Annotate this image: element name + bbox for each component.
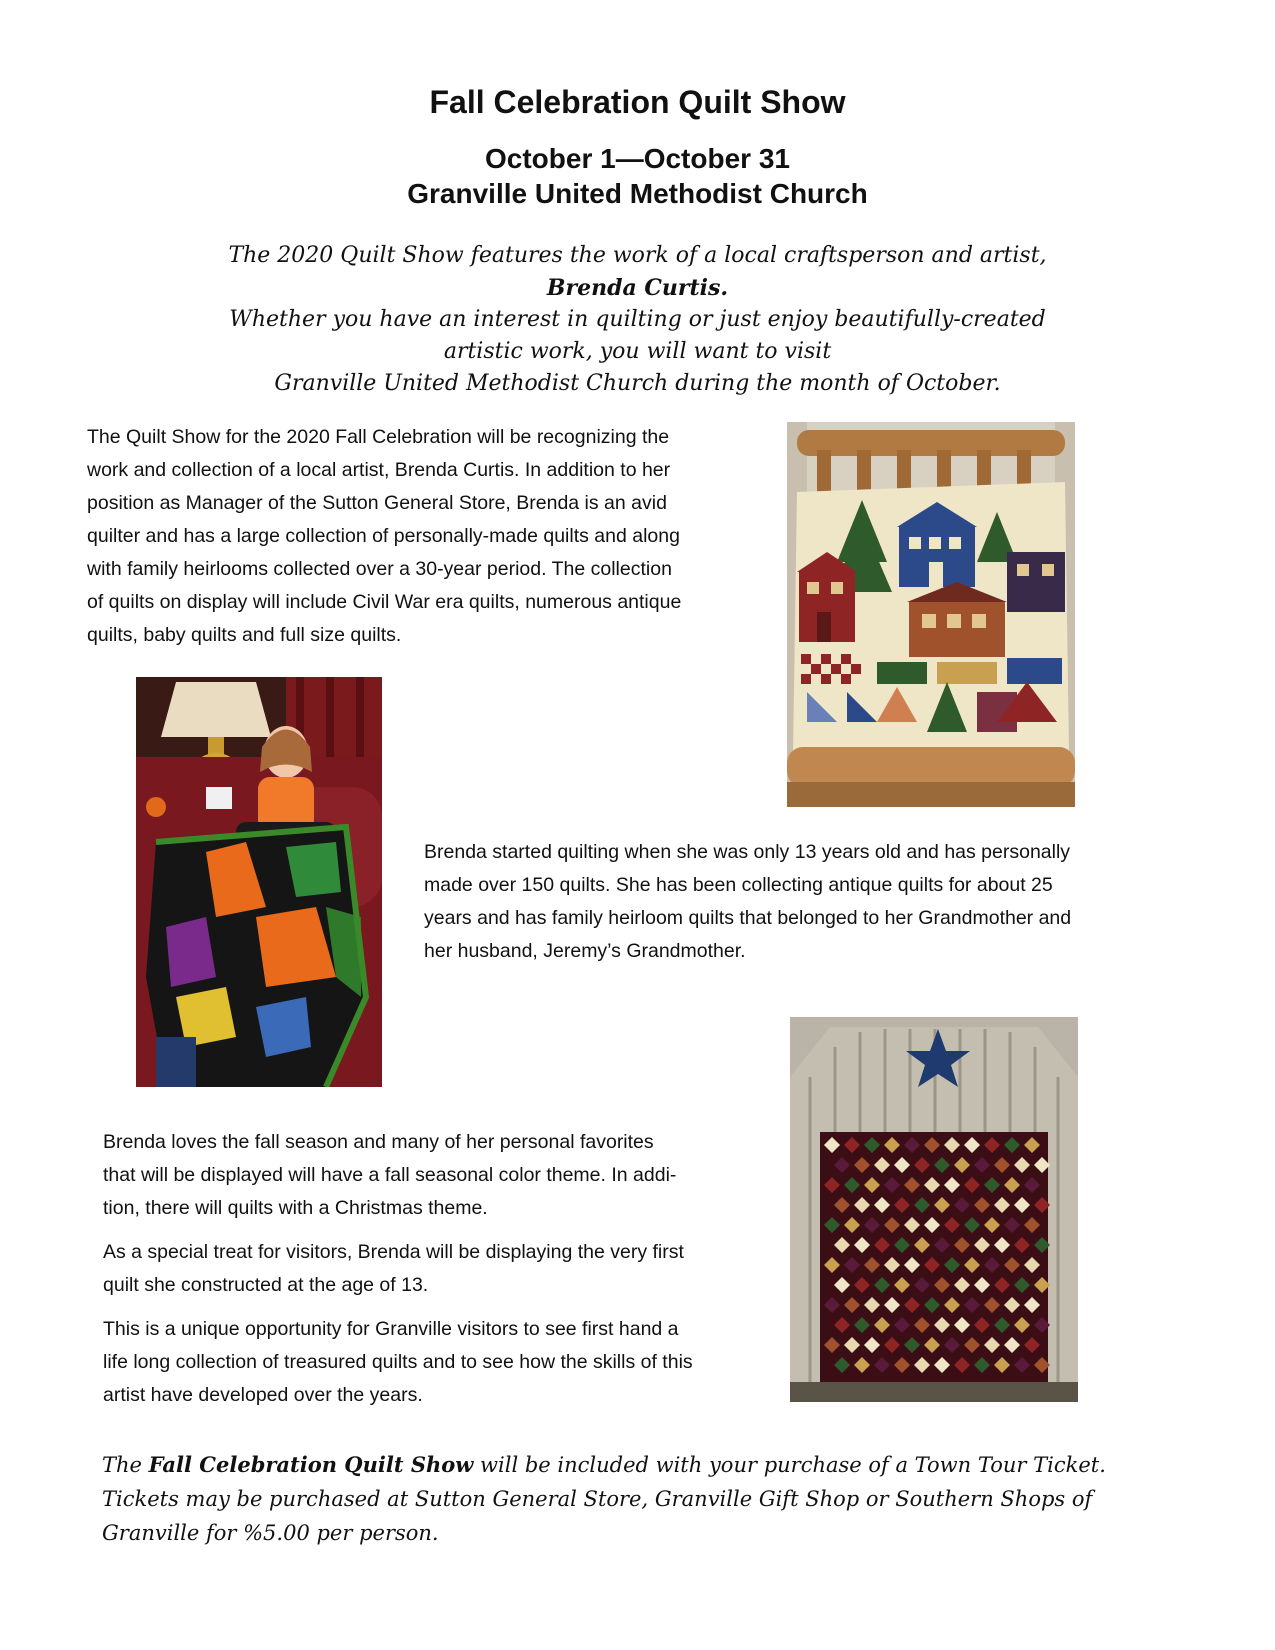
text-line: As a special treat for visitors, Brenda will be displaying the very first — [103, 1241, 684, 1263]
barn-quilt-photo — [790, 1017, 1078, 1402]
event-dates: October 1—October 31 — [485, 143, 790, 174]
ticket-line: Tickets may be purchased at Sutton General Store, Granville Gift Shop or Southern Shops of — [102, 1487, 1093, 1511]
text-line: artist have developed over the years. — [103, 1384, 423, 1406]
artist-name: Brenda Curtis. — [546, 275, 729, 301]
text-line: tion, there will quilts with a Christmas theme. — [103, 1197, 488, 1219]
paragraph-history — [424, 836, 1144, 968]
text-line: position as Manager of the Sutton General Store, Brenda is an avid — [87, 492, 667, 514]
text-line: made over 150 quilts. She has been collecting antique quilts for about 25 — [424, 874, 1053, 896]
intro-line: The 2020 Quilt Show features the work of a local craftsperson and artist, — [228, 243, 1047, 268]
ticket-line: Granville for %5.00 per person. — [102, 1521, 439, 1545]
ticket-line — [102, 1448, 1222, 1482]
paragraph-opportunity — [103, 1313, 763, 1412]
event-name: Fall Celebration Quilt Show — [148, 1452, 474, 1477]
page-title: Fall Celebration Quilt Show — [429, 84, 846, 120]
text-line: quilts, baby quilts and full size quilts. — [87, 624, 402, 646]
text-line: of quilts on display will include Civil War era quilts, numerous antique — [87, 591, 682, 613]
intro-line: Whether you have an interest in quilting or just enjoy beautifully-created — [229, 307, 1046, 332]
bed-quilt-photo — [787, 422, 1075, 807]
text-line: quilt she constructed at the age of 13. — [103, 1274, 429, 1296]
text-line: her husband, Jeremy’s Grandmother. — [424, 940, 746, 962]
intro-line: Granville United Methodist Church during the month of October. — [274, 371, 1001, 396]
text-line: with family heirlooms collected over a 30-year period. The collection — [87, 558, 672, 580]
text-line: that will be displayed will have a fall seasonal color theme. In addi- — [103, 1164, 677, 1186]
child-halloween-quilt-photo — [136, 677, 382, 1087]
event-venue: Granville United Methodist Church — [407, 178, 868, 209]
paragraph-fall-theme — [103, 1126, 763, 1225]
text-line: quilter and has a large collection of personally-made quilts and along — [87, 525, 680, 547]
paragraph-first-quilt — [103, 1236, 763, 1302]
ticket-info — [102, 1448, 1222, 1550]
text-line: This is a unique opportunity for Granville visitors to see first hand a — [103, 1318, 679, 1340]
text-line: years and has family heirloom quilts that belonged to her Grandmother and — [424, 907, 1072, 929]
text-line: Brenda started quilting when she was only 13 years old and has personally — [424, 841, 1071, 863]
ticket-pre: The — [102, 1453, 149, 1477]
text-line: Brenda loves the fall season and many of her personal favorites — [103, 1131, 654, 1153]
paragraph-collection — [87, 421, 727, 652]
text-line: The Quilt Show for the 2020 Fall Celebration will be recognizing the — [87, 426, 670, 448]
ticket-post: will be included with your purchase of a Town Tour Ticket. — [473, 1453, 1106, 1477]
text-line: work and collection of a local artist, Brenda Curtis. In addition to her — [87, 459, 671, 481]
intro-line: artistic work, you will want to visit — [443, 339, 832, 364]
text-line: life long collection of treasured quilts and to see how the skills of this — [103, 1351, 693, 1373]
intro-block — [120, 240, 1155, 400]
